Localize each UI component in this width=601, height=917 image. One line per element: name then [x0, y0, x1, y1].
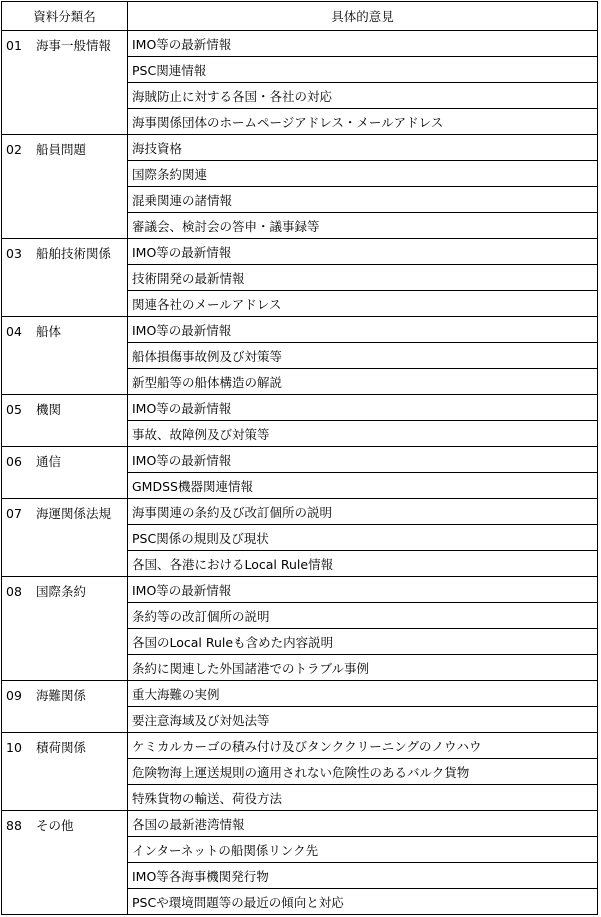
opinion-cell: ケミカルカーゴの積み付け及びタンククリーニングのノウハウ [128, 733, 598, 759]
opinion-cell: 海事関連の条約及び改訂個所の説明 [128, 499, 598, 525]
category-name: 機関 [36, 402, 62, 417]
opinion-cell: 船体損傷事故例及び対策等 [128, 343, 598, 369]
category-name: 船舶技術関係 [36, 246, 112, 261]
category-code: 03 [6, 246, 22, 261]
table-row [2, 681, 598, 707]
opinion-cell: IMO等の最新情報 [128, 447, 598, 473]
opinion-cell: 審議会、検討会の答申・議事録等 [128, 213, 598, 239]
table-row [2, 135, 598, 161]
opinion-cell: 海技資格 [128, 135, 598, 161]
opinion-cell: IMO等の最新情報 [128, 31, 598, 57]
opinion-cell: PSC関係の規則及び現状 [128, 525, 598, 551]
category-cell [2, 447, 128, 499]
table-row [2, 447, 598, 473]
category-cell [2, 317, 128, 395]
header-row [2, 2, 598, 31]
category-code: 01 [6, 38, 22, 53]
opinion-cell: 条約等の改訂個所の説明 [128, 603, 598, 629]
opinion-cell: IMO等の最新情報 [128, 395, 598, 421]
opinion-cell: 危険物海上運送規則の適用されない危険性のあるバルク貨物 [128, 759, 598, 785]
category-code: 08 [6, 584, 22, 599]
category-name: その他 [36, 818, 74, 833]
category-code: 05 [6, 402, 22, 417]
header-opinion: 具体的意見 [128, 2, 598, 31]
opinion-cell: 特殊貨物の輸送、荷役方法 [128, 785, 598, 811]
category-name: 海事一般情報 [36, 38, 112, 53]
category-code: 88 [6, 818, 22, 833]
category-code: 06 [6, 454, 22, 469]
category-name: 積荷関係 [36, 740, 87, 755]
category-cell [2, 239, 128, 317]
opinion-cell: 海賊防止に対する各国・各社の対応 [128, 83, 598, 109]
opinion-cell: 混乗関連の諸情報 [128, 187, 598, 213]
opinion-cell: 新型船等の船体構造の解説 [128, 369, 598, 395]
category-cell [2, 135, 128, 239]
category-name: 国際条約 [36, 584, 87, 599]
category-name: 海難関係 [36, 688, 87, 703]
opinion-cell: IMO等の最新情報 [128, 577, 598, 603]
opinion-cell: 各国のLocal Ruleも含めた内容説明 [128, 629, 598, 655]
table-body [2, 31, 598, 915]
category-code: 10 [6, 740, 22, 755]
opinion-cell: IMO等各海事機関発行物 [128, 863, 598, 889]
category-code: 09 [6, 688, 22, 703]
opinion-cell: GMDSS機器関連情報 [128, 473, 598, 499]
opinion-cell: IMO等の最新情報 [128, 239, 598, 265]
category-code: 07 [6, 506, 22, 521]
opinion-cell: 事故、故障例及び対策等 [128, 421, 598, 447]
category-name: 船体 [36, 324, 62, 339]
table-row [2, 811, 598, 837]
category-cell [2, 577, 128, 681]
opinion-cell: 関連各社のメールアドレス [128, 291, 598, 317]
opinion-cell: PSC関連情報 [128, 57, 598, 83]
table-row [2, 239, 598, 265]
opinion-cell: 各国の最新港湾情報 [128, 811, 598, 837]
category-code: 02 [6, 142, 22, 157]
opinion-cell: インターネットの船関係リンク先 [128, 837, 598, 863]
table-row [2, 317, 598, 343]
table-row [2, 395, 598, 421]
category-cell [2, 811, 128, 915]
category-cell [2, 499, 128, 577]
category-name: 海運関係法規 [36, 506, 112, 521]
opinion-cell: 条約に関連した外国諸港でのトラブル事例 [128, 655, 598, 681]
table-row [2, 499, 598, 525]
category-code: 04 [6, 324, 22, 339]
table-row [2, 733, 598, 759]
opinion-cell: 要注意海域及び対処法等 [128, 707, 598, 733]
table-row [2, 31, 598, 57]
category-cell [2, 395, 128, 447]
category-name: 通信 [36, 454, 62, 469]
opinion-cell: 海事関係団体のホームページアドレス・メールアドレス [128, 109, 598, 135]
opinion-cell: 国際条約関連 [128, 161, 598, 187]
opinion-cell: IMO等の最新情報 [128, 317, 598, 343]
opinion-cell: PSCや環境問題等の最近の傾向と対応 [128, 889, 598, 915]
table-row [2, 577, 598, 603]
category-cell [2, 31, 128, 135]
category-cell [2, 681, 128, 733]
category-cell [2, 733, 128, 811]
opinion-table [1, 1, 598, 915]
header-category: 資料分類名 [2, 2, 128, 31]
category-name: 船員問題 [36, 142, 87, 157]
opinion-cell: 技術開発の最新情報 [128, 265, 598, 291]
opinion-cell: 重大海難の実例 [128, 681, 598, 707]
opinion-cell: 各国、各港におけるLocal Rule情報 [128, 551, 598, 577]
